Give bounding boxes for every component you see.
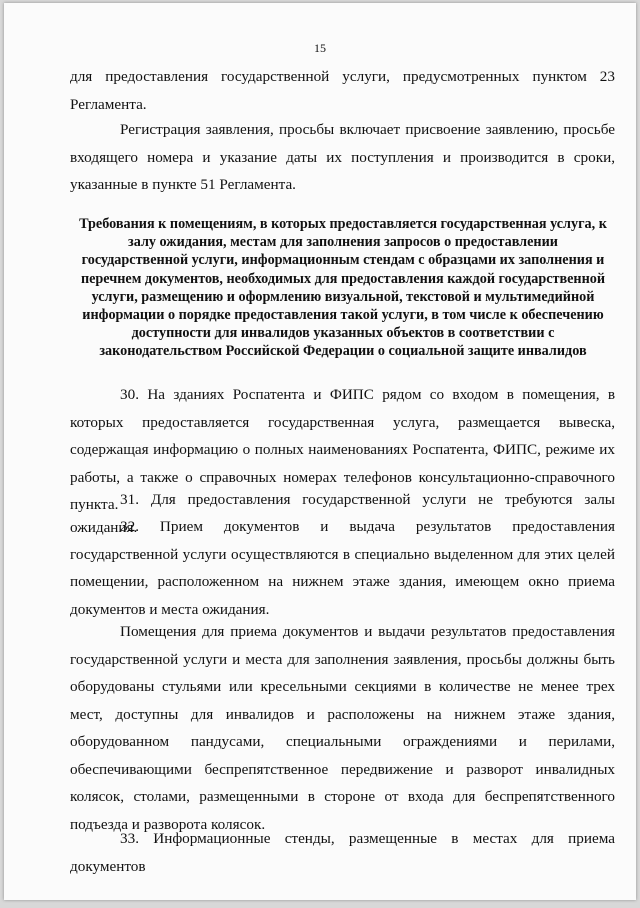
section-heading: Требования к помещениям, в которых предоставляется государственная услуга, к залу ожидания, местам для заполнения запросов о предоставлении государственной услуги, информационным стендам с образцами их заполнения и перечнем документов, необходимых для предоставления каждой государственной услуги, размещению и оформлению визуальной, текстовой и мультимедийной информации о порядке предоставления такой услуги, в том числе к обеспечению доступности для инвалидов указанных объектов в соответствии с законодательством Российской Федерации о социальной защите инвалидов <box>79 216 607 360</box>
paragraph-33: 33. Информационные стенды, размещенные в местах для приема документов <box>70 830 615 875</box>
page-number: 15 <box>314 41 326 55</box>
paragraph-32: 32. Прием документов и выдача результатов предоставления государственной услуги осуществляются в специально выделенном для этих целей помещении, расположенном на нижнем этаже здания, имеющем окно приема документов и места ожидания. <box>70 518 615 618</box>
paragraph-premises: Помещения для приема документов и выдачи результатов предоставления государственной услуги и места для заполнения заявления, просьбы должны быть оборудованы стульями или кресельными секциями в количестве не менее трех мест, доступны для инвалидов и расположены на нижнем этаже здания, оборудованном пандусами, специальными ограждениями и перилами, обеспечивающими беспрепятственное передвижение и разворот инвалидных колясок, столами, размещенными в стороне от входа для беспрепятственного подъезда и разворота колясок. <box>70 623 615 833</box>
paragraph-intro: для предоставления государственной услуги, предусмотренных пунктом 23 Регламента. <box>70 68 615 113</box>
document-page <box>4 3 636 900</box>
paragraph-registration: Регистрация заявления, просьбы включает присвоение заявлению, просьбе входящего номера и указание даты их поступления и производится в сроки, указанные в пункте 51 Регламента. <box>70 121 615 193</box>
paragraph-31: 31. Для предоставления государственной услуги не требуются залы ожидания. <box>70 491 615 536</box>
paragraph-30: 30. На зданиях Роспатента и ФИПС рядом со входом в помещения, в которых предоставляется государственная услуга, размещается вывеска, содержащая информацию о полных наименованиях Роспатента, ФИПС, режиме их работы, а также о справочных номерах телефонов консультационно-справочного пункта. <box>70 386 615 513</box>
